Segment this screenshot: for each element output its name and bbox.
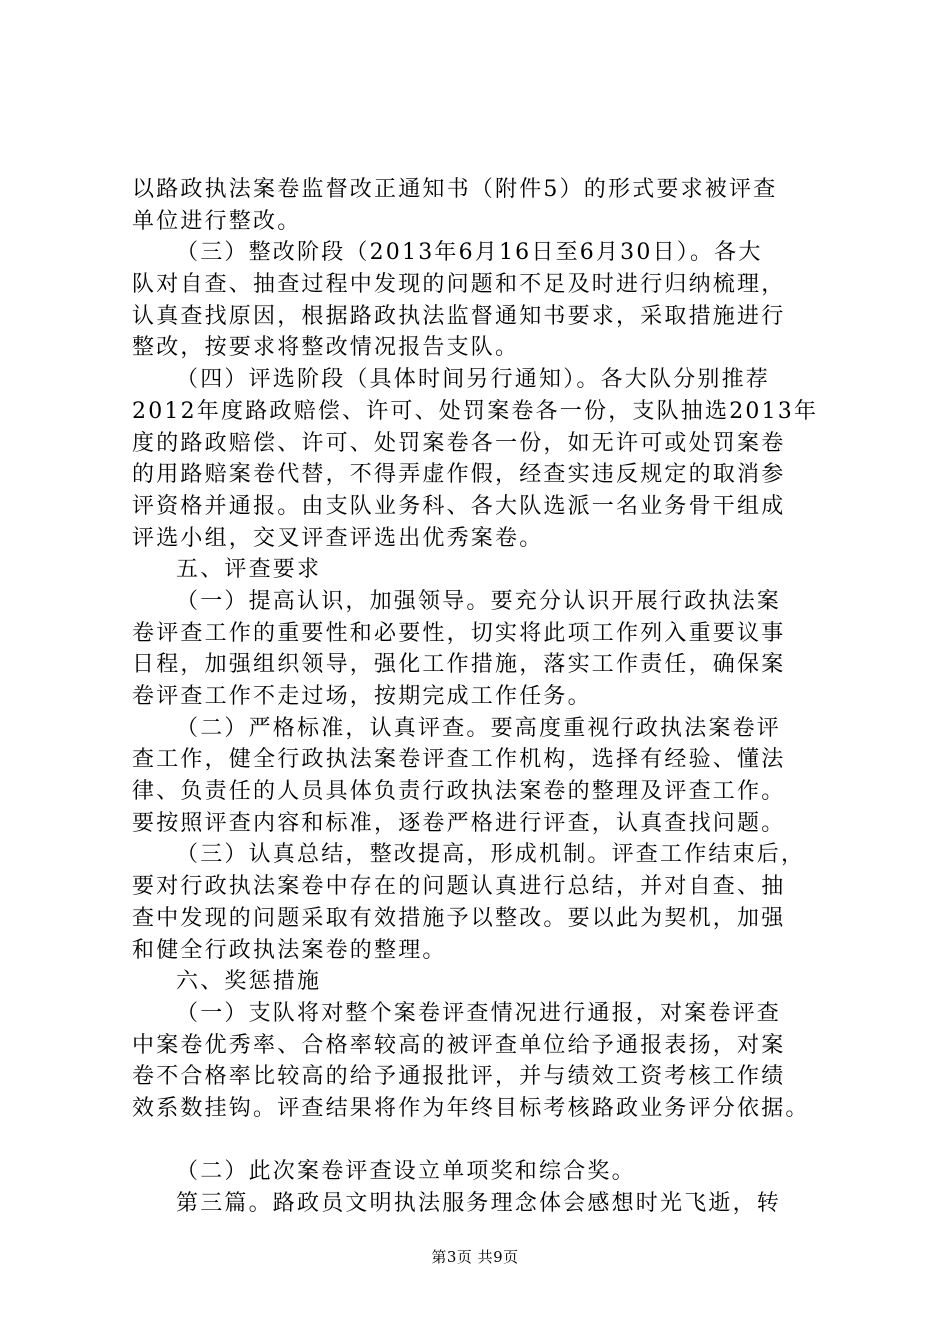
text-line: （一）提高认识，加强领导。要充分认识开展行政执法案 xyxy=(176,588,782,614)
text-line: 卷评查工作不走过场，按期完成工作任务。 xyxy=(132,684,592,709)
text-line: （二）此次案卷评查设立单项奖和综合奖。 xyxy=(176,1159,636,1185)
text-line: 单位进行整改。 xyxy=(132,208,302,234)
text-line: 评资格并通报。由支队业务科、各大队选派一名业务骨干组成 xyxy=(132,493,786,519)
text-line: 要按照评查内容和标准，逐卷严格进行评查，认真查找问题。 xyxy=(132,810,786,836)
text-line: （一）支队将对整个案卷评查情况进行通报，对案卷评查 xyxy=(176,1000,782,1026)
text-line: 2012年度路政赔偿、许可、处罚案卷各一份，支队抽选2013年 xyxy=(132,398,819,424)
text-line: 的用路赔案卷代替，不得弄虚作假，经查实违反规定的取消参 xyxy=(132,462,786,488)
text-line: 队对自查、抽查过程中发现的问题和不足及时进行归纳梳理， xyxy=(132,272,786,298)
page-footer: 第3页 共9页 xyxy=(431,1248,519,1266)
text-line: （三）认真总结，整改提高，形成机制。评查工作结束后， xyxy=(176,842,806,868)
text-line: 整改，按要求将整改情况报告支队。 xyxy=(132,335,520,361)
text-line: 度的路政赔偿、许可、处罚案卷各一份，如无许可或处罚案卷 xyxy=(132,430,786,456)
text-line: 以路政执法案卷监督改正通知书（附件5）的形式要求被评查 xyxy=(132,177,778,202)
text-line: 和健全行政执法案卷的整理。 xyxy=(132,937,447,963)
text-line: 第三篇。路政员文明执法服务理念体会感想时光飞逝，转 xyxy=(176,1191,782,1216)
text-line: 律、负责任的人员具体负责行政执法案卷的整理及评查工作。 xyxy=(132,779,786,805)
text-line: （四）评选阶段（具体时间另行通知）。各大队分别推荐 xyxy=(176,367,771,393)
text-line: 查中发现的问题采取有效措施予以整改。要以此为契机，加强 xyxy=(132,905,786,931)
section-heading: 五、评查要求 xyxy=(176,557,322,583)
text-line: 效系数挂钩。评查结果将作为年终目标考核路政业务评分依据。 xyxy=(132,1095,810,1121)
text-line: 卷评查工作的重要性和必要性，切实将此项工作列入重要议事 xyxy=(132,620,786,646)
text-line: 要对行政执法案卷中存在的问题认真进行总结，并对自查、抽 xyxy=(132,874,786,900)
body-text xyxy=(132,174,832,1220)
text-line: 查工作，健全行政执法案卷评查工作机构，选择有经验、懂法 xyxy=(132,747,786,773)
text-line: 日程，加强组织领导，强化工作措施，落实工作责任，确保案 xyxy=(132,652,786,678)
text-line: （三）整改阶段（2013年6月16日至6月30日）。各大 xyxy=(176,240,763,266)
text-line: （二）严格标准，认真评查。要高度重视行政执法案卷评 xyxy=(176,715,782,741)
text-line: 中案卷优秀率、合格率较高的被评查单位给予通报表扬，对案 xyxy=(132,1032,786,1058)
text-line: 评选小组，交叉评查评选出优秀案卷。 xyxy=(132,525,544,551)
text-line: 认真查找原因，根据路政执法监督通知书要求，采取措施进行 xyxy=(132,303,786,329)
text-line: 卷不合格率比较高的给予通报批评，并与绩效工资考核工作绩 xyxy=(132,1064,786,1090)
section-heading: 六、奖惩措施 xyxy=(176,969,322,995)
blank-line xyxy=(132,1125,832,1157)
